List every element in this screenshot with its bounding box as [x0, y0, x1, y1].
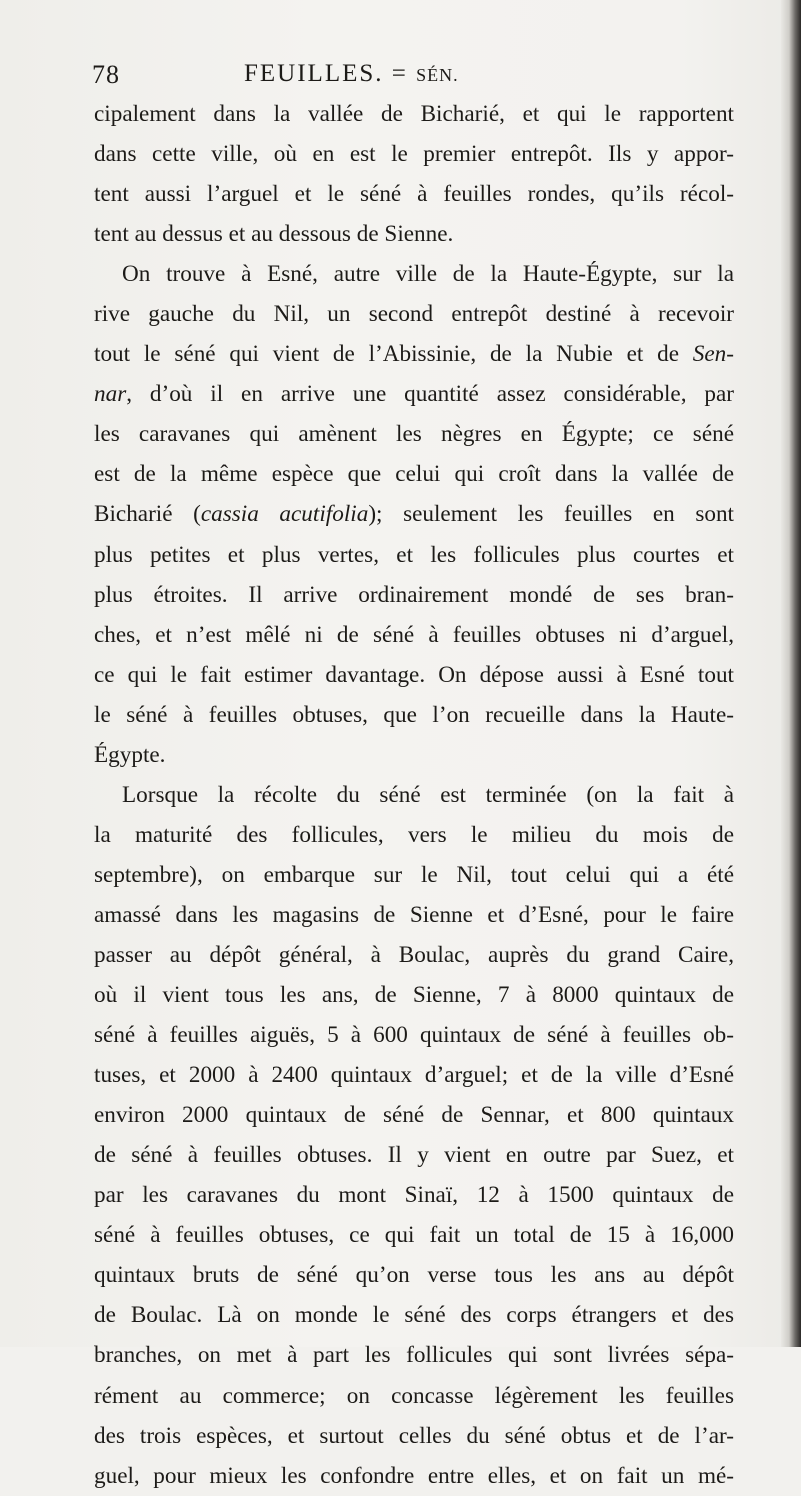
text-line: rément au commerce; on concasse légèrement les feuilles — [94, 1382, 734, 1409]
text-line: plus petites et plus vertes, et les follicules plus courtes et — [94, 541, 734, 568]
text-line: On trouve à Esné, autre ville de la Haute-Égypte, sur la — [122, 261, 734, 288]
text-line: de Boulac. Là on monde le séné des corps étrangers et des — [94, 1302, 734, 1329]
text-line: séné à feuilles obtuses, ce qui fait un total de 15 à 16,000 — [94, 1222, 734, 1249]
text-line: plus étroites. Il arrive ordinairement mondé de ses bran- — [94, 581, 734, 608]
running-title — [244, 60, 459, 88]
text-line: Égypte. — [94, 741, 166, 768]
text-line: septembre), on embarque sur le Nil, tout celui qui a été — [94, 861, 734, 888]
text-line: tent au dessus et au dessous de Sienne. — [94, 221, 454, 248]
book-spine-shadow — [781, 0, 801, 1347]
text-line: les caravanes qui amènent les nègres en Égypte; ce séné — [94, 421, 734, 448]
text-line: environ 2000 quintaux de séné de Sennar, et 800 quintaux — [94, 1102, 734, 1129]
running-title-main: FEUILLES. = — [244, 60, 417, 87]
page-number: 78 — [92, 60, 120, 89]
body-text — [94, 94, 734, 1496]
text-line: tout le séné qui vient de l’Abissinie, de la Nubie et de Sen- — [94, 341, 734, 368]
text-line: cipalement dans la vallée de Bicharié, et qui le rapportent — [94, 101, 734, 127]
text-line: Bicharié (cassia acutifolia); seulement les feuilles en sont — [94, 501, 734, 528]
text-line: tuses, et 2000 à 2400 quintaux d’arguel; et de la ville d’Esné — [94, 1062, 734, 1089]
running-head — [92, 52, 732, 92]
text-line: quintaux bruts de séné qu’on verse tous les ans au dépôt — [94, 1262, 734, 1289]
text-line: où il vient tous les ans, de Sienne, 7 à 8000 quintaux de — [94, 982, 734, 1009]
text-line: branches, on met à part les follicules qui sont livrées sépa- — [94, 1342, 734, 1369]
text-line: rive gauche du Nil, un second entrepôt destiné à recevoir — [94, 301, 734, 328]
text-line: est de la même espèce que celui qui croît dans la vallée de — [94, 461, 734, 488]
text-line: nar, d’où il en arrive une quantité assez considérable, par — [94, 381, 734, 408]
text-line: ce qui le fait estimer davantage. On dépose aussi à Esné tout — [94, 661, 734, 688]
text-line: guel, pour mieux les confondre entre elles, et on fait un mé- — [94, 1462, 734, 1489]
text-line: la maturité des follicules, vers le milieu du mois de — [94, 821, 734, 848]
text-line: par les caravanes du mont Sinaï, 12 à 1500 quintaux de — [94, 1182, 734, 1209]
text-line: ches, et n’est mêlé ni de séné à feuilles obtuses ni d’arguel, — [94, 621, 734, 648]
text-line: le séné à feuilles obtuses, que l’on recueille dans la Haute- — [94, 701, 734, 728]
text-line: séné à feuilles aiguës, 5 à 600 quintaux de séné à feuilles ob- — [94, 1022, 734, 1049]
text-line: des trois espèces, et surtout celles du séné obtus et de l’ar- — [94, 1422, 734, 1449]
text-line: Lorsque la récolte du séné est terminée (on la fait à — [122, 781, 734, 808]
text-line: passer au dépôt général, à Boulac, auprès du grand Caire, — [94, 941, 734, 968]
text-line: tent aussi l’arguel et le séné à feuilles rondes, qu’ils récol- — [94, 181, 734, 208]
text-line: dans cette ville, où en est le premier entrepôt. Ils y appor- — [94, 141, 734, 168]
running-title-suffix: SÉN. — [416, 65, 459, 85]
text-line: amassé dans les magasins de Sienne et d’Esné, pour le faire — [94, 901, 734, 928]
text-line: de séné à feuilles obtuses. Il y vient en outre par Suez, et — [94, 1142, 734, 1169]
